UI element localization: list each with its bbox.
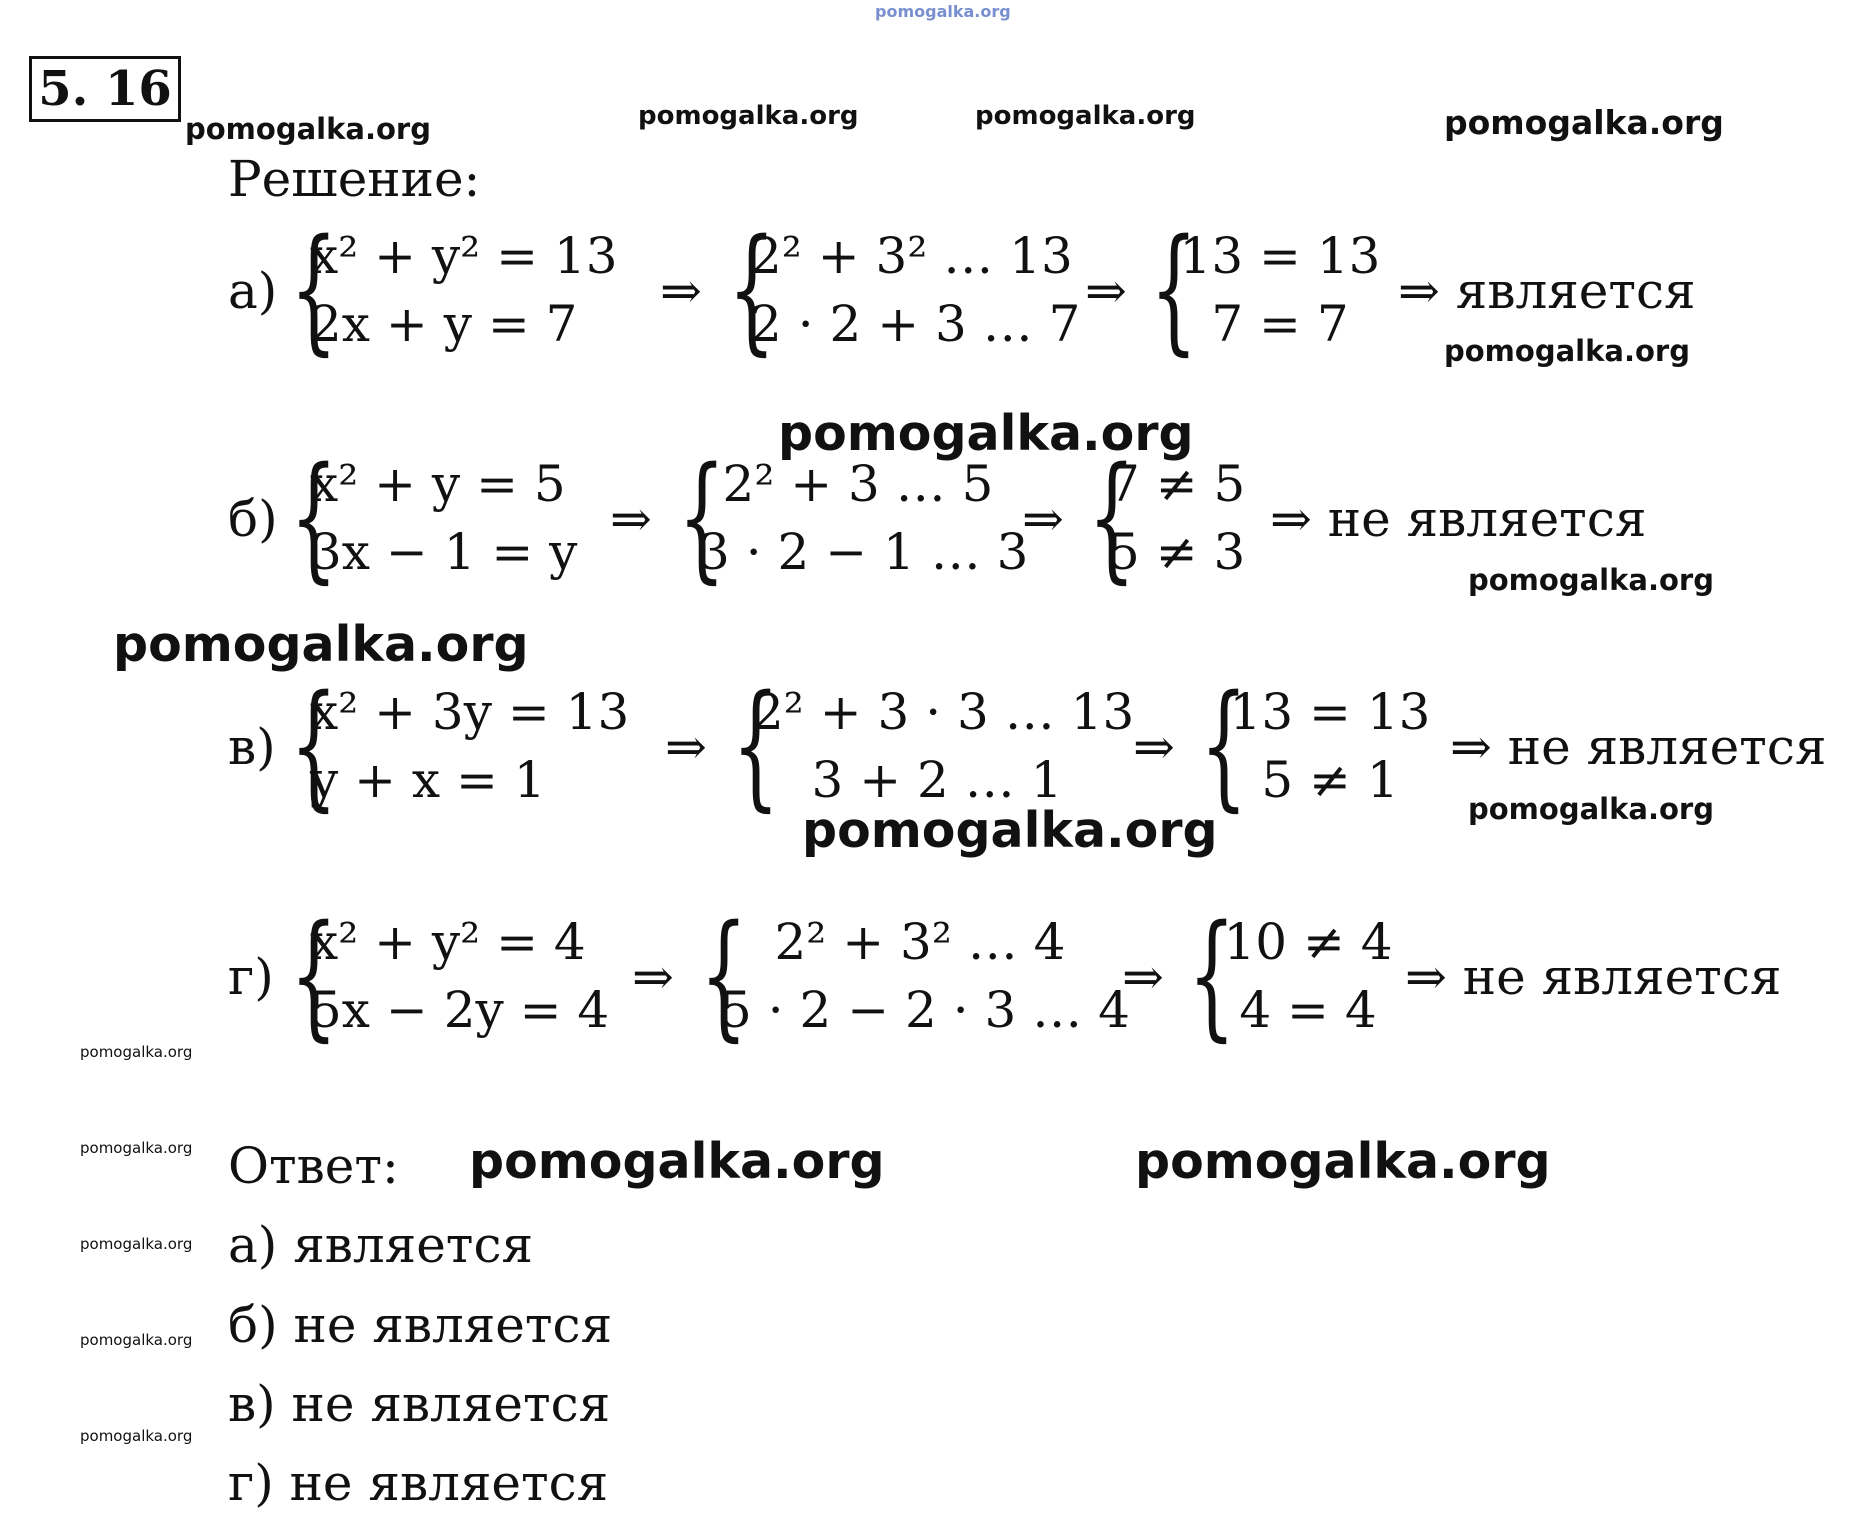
brace-icon: { — [1150, 211, 1198, 369]
conclusion: ⇒ не является — [1450, 718, 1827, 776]
watermark: pomogalka.org — [802, 802, 1218, 859]
implies-arrow: ⇒ — [1133, 718, 1175, 776]
watermark: pomogalka.org — [80, 1043, 193, 1061]
problem-number: 5. 16 — [38, 61, 172, 117]
equation-line: x² + y² = 13 — [310, 227, 618, 285]
equation-line: 3 · 2 − 1 … 3 — [698, 523, 1029, 581]
equation-line: 5 · 2 − 2 · 3 … 4 — [720, 981, 1130, 1039]
brace-icon: { — [728, 211, 776, 369]
equation-line: x² + y = 5 — [310, 455, 566, 513]
brace-icon: { — [1200, 667, 1248, 825]
equation-line: 2x + y = 7 — [310, 295, 578, 353]
watermark: pomogalka.org — [1135, 1133, 1551, 1190]
brace-icon: { — [290, 211, 338, 369]
watermark: pomogalka.org — [80, 1331, 193, 1349]
evaluated-system — [1108, 450, 1245, 586]
implies-arrow: ⇒ — [610, 490, 652, 548]
implies-arrow: ⇒ — [665, 718, 707, 776]
answer-item: г) не является — [228, 1454, 609, 1512]
system-label: г) — [228, 948, 274, 1006]
equation-line: 5 ≠ 3 — [1108, 523, 1246, 581]
answer-item: а) является — [228, 1216, 534, 1274]
substituted-system — [698, 450, 1029, 586]
equation-line: 10 ≠ 4 — [1223, 913, 1393, 971]
brace-icon: { — [1188, 897, 1236, 1055]
equation-line: 7 = 7 — [1211, 295, 1349, 353]
solution-heading: Решение: — [228, 150, 481, 208]
watermark: pomogalka.org — [80, 1427, 193, 1445]
answer-heading: Ответ: — [228, 1137, 399, 1195]
implies-arrow: ⇒ — [1122, 948, 1164, 1006]
original-system — [310, 678, 629, 814]
evaluated-system — [1208, 908, 1408, 1044]
answer-item: в) не является — [228, 1375, 611, 1433]
implies-arrow: ⇒ — [632, 948, 674, 1006]
problem-number-box — [29, 56, 181, 122]
watermark: pomogalka.org — [185, 112, 431, 146]
equation-line: 2² + 3 … 5 — [722, 455, 994, 513]
equation-line: 3x − 1 = y — [310, 523, 578, 581]
equation-line: 5x − 2y = 4 — [310, 981, 610, 1039]
watermark-top: pomogalka.org — [875, 2, 1011, 21]
brace-icon: { — [290, 439, 338, 597]
equation-line: 5 ≠ 1 — [1261, 751, 1399, 809]
brace-icon: { — [700, 897, 748, 1055]
equation-line: x² + 3y = 13 — [310, 683, 630, 741]
watermark: pomogalka.org — [1444, 103, 1724, 142]
evaluated-system — [1220, 678, 1440, 814]
brace-icon: { — [290, 667, 338, 825]
watermark: pomogalka.org — [1444, 334, 1690, 368]
watermark: pomogalka.org — [469, 1133, 885, 1190]
substituted-system — [752, 678, 1135, 814]
brace-icon: { — [732, 667, 780, 825]
system-label: в) — [228, 718, 276, 776]
watermark: pomogalka.org — [975, 101, 1196, 131]
watermark: pomogalka.org — [80, 1139, 193, 1157]
equation-line: 2 · 2 + 3 … 7 — [750, 295, 1081, 353]
substituted-system — [750, 222, 1080, 358]
equation-line: 13 = 13 — [1229, 683, 1431, 741]
answer-item: б) не является — [228, 1296, 613, 1354]
equation-line: 4 = 4 — [1239, 981, 1377, 1039]
original-system — [310, 908, 609, 1044]
equation-line: x² + y² = 4 — [310, 913, 586, 971]
system-label: а) — [228, 262, 278, 320]
equation-line: 3 + 2 … 1 — [811, 751, 1063, 809]
implies-arrow: ⇒ — [1085, 262, 1127, 320]
implies-arrow: ⇒ — [660, 262, 702, 320]
evaluated-system — [1170, 222, 1390, 358]
original-system — [310, 222, 618, 358]
conclusion: ⇒ не является — [1405, 948, 1782, 1006]
watermark: pomogalka.org — [1468, 792, 1714, 826]
original-system — [310, 450, 577, 586]
substituted-system — [720, 908, 1130, 1044]
equation-line: y + x = 1 — [310, 751, 546, 809]
watermark: pomogalka.org — [778, 405, 1194, 462]
equation-line: 2² + 3² … 4 — [774, 913, 1066, 971]
watermark: pomogalka.org — [638, 101, 859, 131]
equation-line: 2² + 3 · 3 … 13 — [752, 683, 1135, 741]
equation-line: 13 = 13 — [1179, 227, 1381, 285]
brace-icon: { — [290, 897, 338, 1055]
watermark: pomogalka.org — [80, 1235, 193, 1253]
brace-icon: { — [1088, 439, 1136, 597]
equation-line: 2² + 3² … 13 — [750, 227, 1073, 285]
brace-icon: { — [678, 439, 726, 597]
system-label: б) — [228, 490, 278, 548]
conclusion: ⇒ не является — [1270, 490, 1647, 548]
equation-line: 7 ≠ 5 — [1108, 455, 1246, 513]
implies-arrow: ⇒ — [1022, 490, 1064, 548]
watermark: pomogalka.org — [113, 616, 529, 673]
conclusion: ⇒ является — [1398, 262, 1696, 320]
watermark: pomogalka.org — [1468, 563, 1714, 597]
